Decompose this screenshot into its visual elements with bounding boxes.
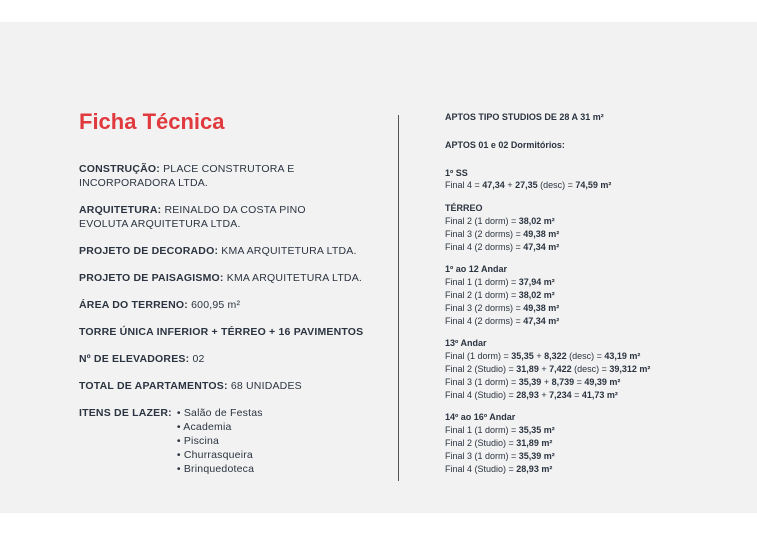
decorado-label: PROJETO DE DECORADO: [79,245,219,257]
unit-line: Final 3 (2 dorms) = 49,38 m² [445,228,560,239]
apartamentos-label: TOTAL DE APARTAMENTOS: [79,380,228,392]
unit-section [445,202,745,253]
unit-section [445,167,745,193]
decorado-value: KMA ARQUITETURA LTDA. [221,245,357,257]
arquitetura-label: ARQUITETURA: [79,204,162,216]
section-title: 1º ao 12 Andar [445,264,507,275]
page-title: Ficha Técnica [79,109,225,134]
column-divider [398,115,399,481]
lazer-item: • Churrasqueira [177,448,263,462]
lazer-block [79,406,379,476]
lazer-item: • Piscina [177,434,263,448]
unit-section [445,337,745,401]
right-header-dorms: APTOS 01 e 02 Dormitórios: [445,139,565,150]
unit-section [445,411,745,475]
unit-line: Final 2 (Studio) = 31,89 m² [445,437,553,448]
lazer-list [177,406,263,476]
unit-line: Final 4 (2 dorms) = 47,34 m² [445,241,560,252]
right-header-studios: APTOS TIPO STUDIOS DE 28 A 31 m² [445,112,604,122]
apartamentos-block [79,379,379,393]
construcao-value-1: PLACE CONSTRUTORA E [163,163,295,175]
arquitetura-block [79,203,379,231]
left-column [79,162,379,476]
lazer-item: • Academia [177,420,263,434]
section-title: 1º SS [445,167,468,178]
section-title: 14º ao 16º Andar [445,412,516,423]
torre-label: TORRE ÚNICA INFERIOR + TÉRREO + 16 PAVIMENTOS [79,326,364,338]
right-column [445,111,745,485]
arquitetura-value-2: EVOLUTA ARQUITETURA LTDA. [79,218,241,230]
lazer-item: • Salão de Festas [177,406,263,420]
apartamentos-value: 68 UNIDADES [230,380,302,392]
elevadores-label: Nº DE ELEVADORES: [79,353,190,365]
lazer-item: • Brinquedoteca [177,462,263,476]
unit-line: Final (1 dorm) = 35,35 + 8,322 (desc) = 43,19 m² [445,351,641,362]
torre-block [79,325,379,339]
unit-line: Final 4 (Studio) = 28,93 + 7,234 = 41,73 m² [445,389,618,400]
section-title: TÉRREO [445,203,483,214]
unit-line: Final 4 = 47,34 + 27,35 (desc) = 74,59 m² [445,180,612,191]
unit-section [445,263,745,327]
unit-line: Final 4 (2 dorms) = 47,34 m² [445,315,560,326]
unit-line: Final 2 (1 dorm) = 38,02 m² [445,215,555,226]
unit-sections [445,167,745,476]
terreno-block [79,298,379,312]
terreno-value: 600,95 m² [191,299,241,311]
elevadores-block [79,352,379,366]
paisagismo-value: KMA ARQUITETURA LTDA. [226,272,363,284]
paisagismo-block [79,271,379,285]
section-title: 13º Andar [445,338,487,349]
terreno-label: ÁREA DO TERRENO: [79,299,188,311]
unit-line: Final 3 (2 dorms) = 49,38 m² [445,302,560,313]
unit-line: Final 1 (1 dorm) = 35,35 m² [445,425,555,436]
construcao-block [79,162,379,190]
arquitetura-value-1: REINALDO DA COSTA PINO [164,204,306,216]
paisagismo-label: PROJETO DE PAISAGISMO: [79,272,224,284]
unit-line: Final 4 (Studio) = 28,93 m² [445,463,553,474]
unit-line: Final 2 (Studio) = 31,89 + 7,422 (desc) = 39,312 m² [445,363,651,374]
construcao-value-2: INCORPORADORA LTDA. [79,177,209,189]
unit-line: Final 1 (1 dorm) = 37,94 m² [445,277,555,288]
unit-line: Final 2 (1 dorm) = 38,02 m² [445,289,555,300]
construcao-label: CONSTRUÇÃO: [79,163,160,175]
decorado-block [79,244,379,258]
lazer-label: ITENS DE LAZER: [79,407,172,419]
unit-line: Final 3 (1 dorm) = 35,39 + 8,739 = 49,39 m² [445,376,621,387]
elevadores-value: 02 [192,353,205,365]
unit-line: Final 3 (1 dorm) = 35,39 m² [445,450,555,461]
